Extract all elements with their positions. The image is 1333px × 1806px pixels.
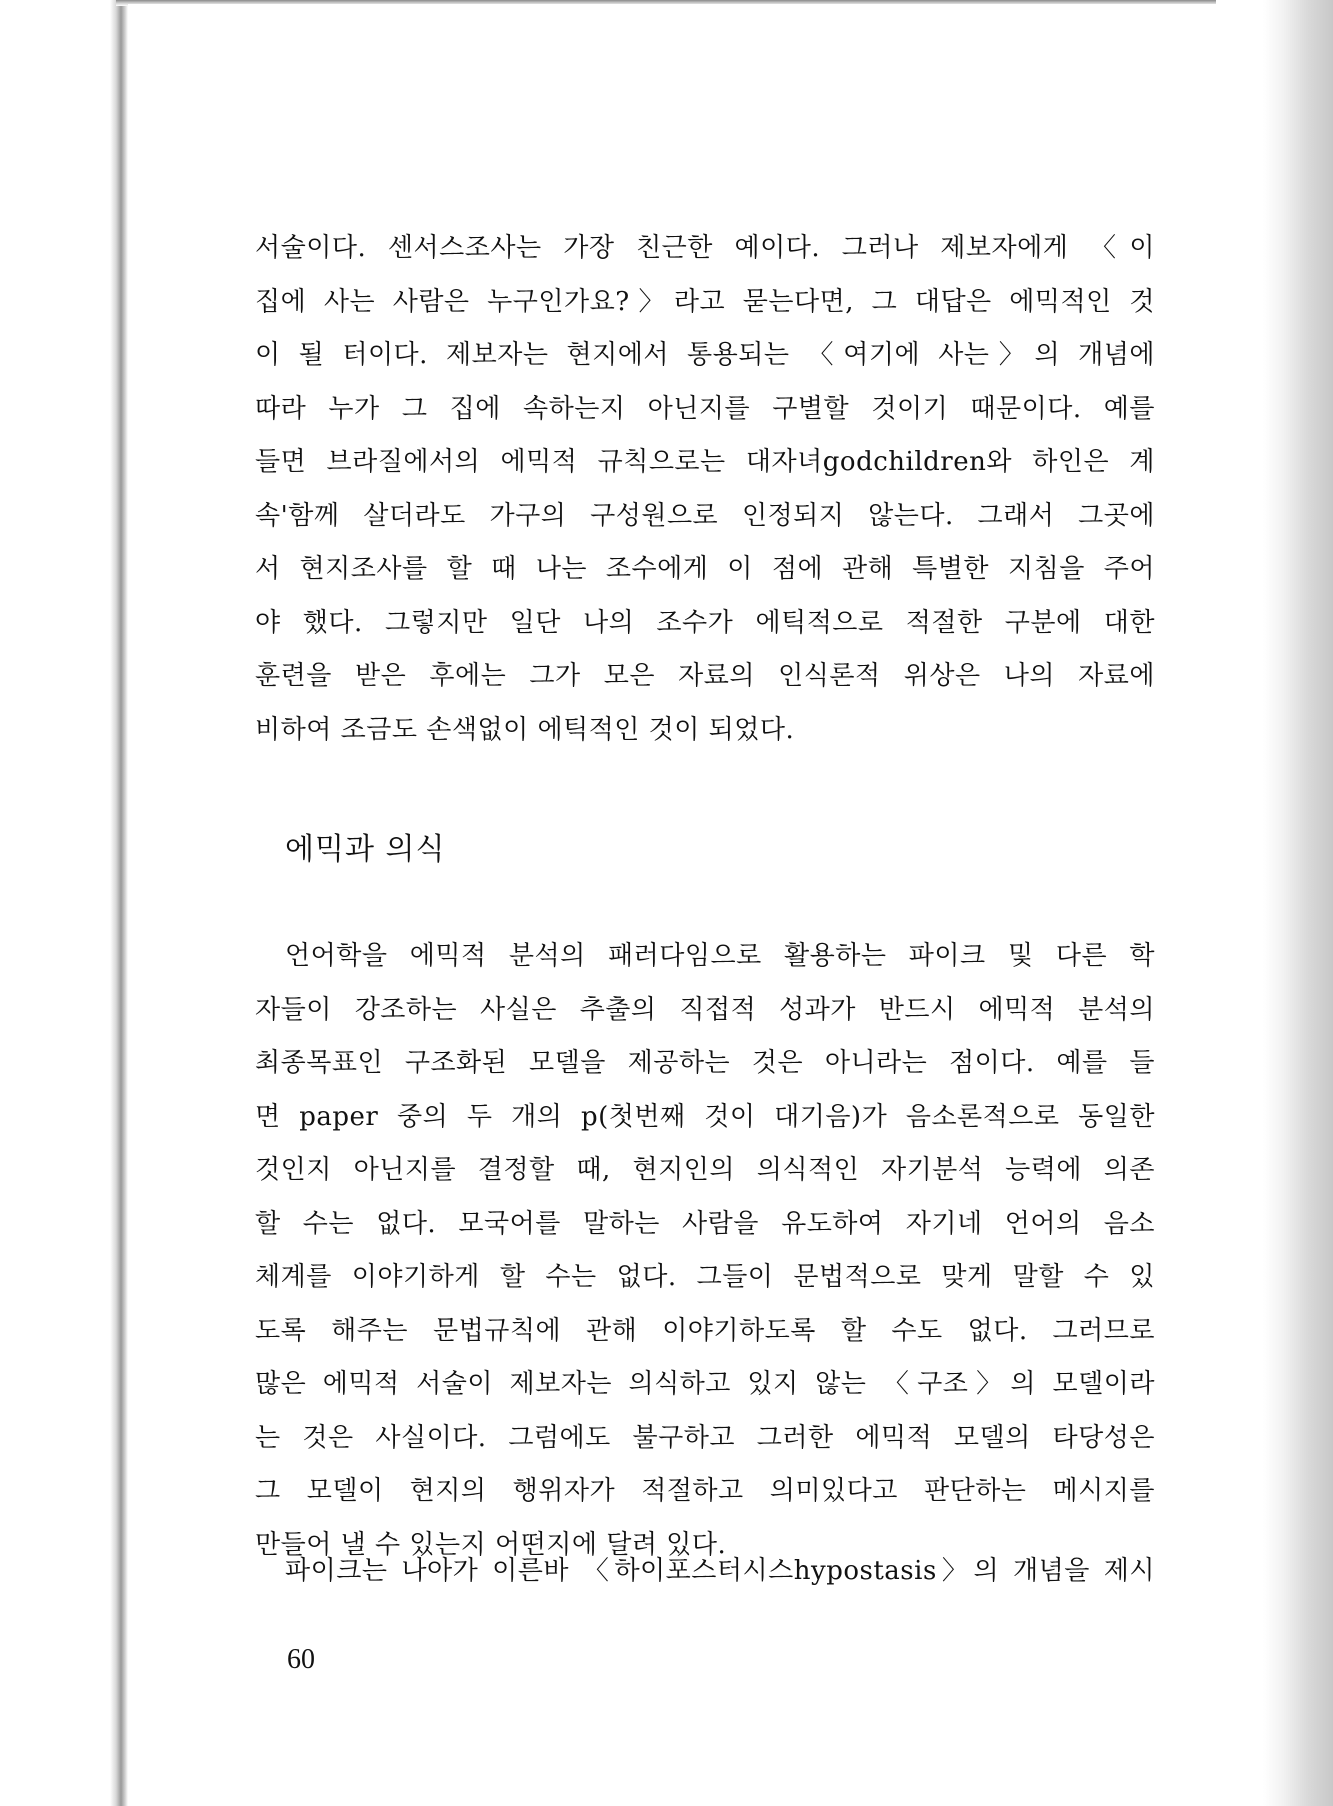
text-line: 면 paper 중의 두 개의 p(첫번째 것이 대기음)가 음소론적으로 동일한	[255, 1101, 1155, 1132]
text-line: 서 현지조사를 할 때 나는 조수에게 이 점에 관해 특별한 지침을 주어	[255, 554, 1155, 584]
section-heading: 에믹과 의식	[285, 832, 446, 867]
text-line: 많은 에믹적 서술이 제보자는 의식하고 있지 않는 〈구조〉의 모델이라	[255, 1369, 1155, 1399]
text-line: 속'함께 살더라도 가구의 구성원으로 인정되지 않는다. 그래서 그곳에	[255, 500, 1155, 531]
text-line: 비하여 조금도 손색없이 에틱적인 것이 되었다.	[255, 714, 795, 745]
text-line: 그 모델이 현지의 행위자가 적절하고 의미있다고 판단하는 메시지를	[255, 1476, 1155, 1506]
text-line: 따라 누가 그 집에 속하는지 아닌지를 구별할 것이기 때문이다. 예를	[255, 393, 1155, 424]
text-line: 훈련을 받은 후에는 그가 모은 자료의 인식론적 위상은 나의 자료에	[255, 661, 1155, 691]
text-line: 는 것은 사실이다. 그럼에도 불구하고 그러한 에믹적 모델의 타당성은	[255, 1422, 1155, 1453]
paragraph-3	[255, 1545, 1155, 1599]
text-line: 도록 해주는 문법규칙에 관해 이야기하도록 할 수도 없다. 그러므로	[255, 1315, 1155, 1346]
page-right-shadow	[1263, 0, 1333, 1806]
text-line: 언어학을 에믹적 분석의 패러다임으로 활용하는 파이크 및 다른 학	[285, 941, 1155, 971]
text-line: 서술이다. 센서스조사는 가장 친근한 예이다. 그러나 제보자에게 〈이	[255, 233, 1155, 263]
text-line: 만들어 낼 수 있는지 어떤지에 달려 있다.	[255, 1529, 727, 1560]
text-line: 할 수는 없다. 모국어를 말하는 사람을 유도하여 자기네 언어의 음소	[255, 1208, 1155, 1239]
text-line: 이 될 터이다. 제보자는 현지에서 통용되는 〈여기에 사는〉의 개념에	[255, 340, 1155, 370]
text-line: 자들이 강조하는 사실은 추출의 직접적 성과가 반드시 에믹적 분석의	[255, 994, 1155, 1025]
text-line: 야 했다. 그렇지만 일단 나의 조수가 에틱적으로 적절한 구분에 대한	[255, 607, 1155, 638]
text-line: 체계를 이야기하게 할 수는 없다. 그들이 문법적으로 맞게 말할 수 있	[255, 1262, 1155, 1292]
paragraph-1	[255, 222, 1155, 757]
text-line: 집에 사는 사람은 누구인가요?〉라고 묻는다면, 그 대답은 에믹적인 것	[255, 286, 1155, 317]
paragraph-2	[255, 930, 1155, 1572]
text-line: 파이크는 나아가 이른바 〈하이포스터시스hypostasis〉의 개념을 제시	[285, 1556, 1155, 1586]
text-line: 들면 브라질에서의 에믹적 규칙으로는 대자녀godchildren와 하인은 계	[255, 447, 1155, 477]
page-number: 60	[287, 1644, 315, 1675]
text-line: 것인지 아닌지를 결정할 때, 현지인의 의식적인 자기분석 능력에 의존	[255, 1155, 1155, 1185]
page-left-edge	[0, 0, 128, 1806]
text-line: 최종목표인 구조화된 모델을 제공하는 것은 아니라는 점이다. 예를 들	[255, 1048, 1155, 1078]
